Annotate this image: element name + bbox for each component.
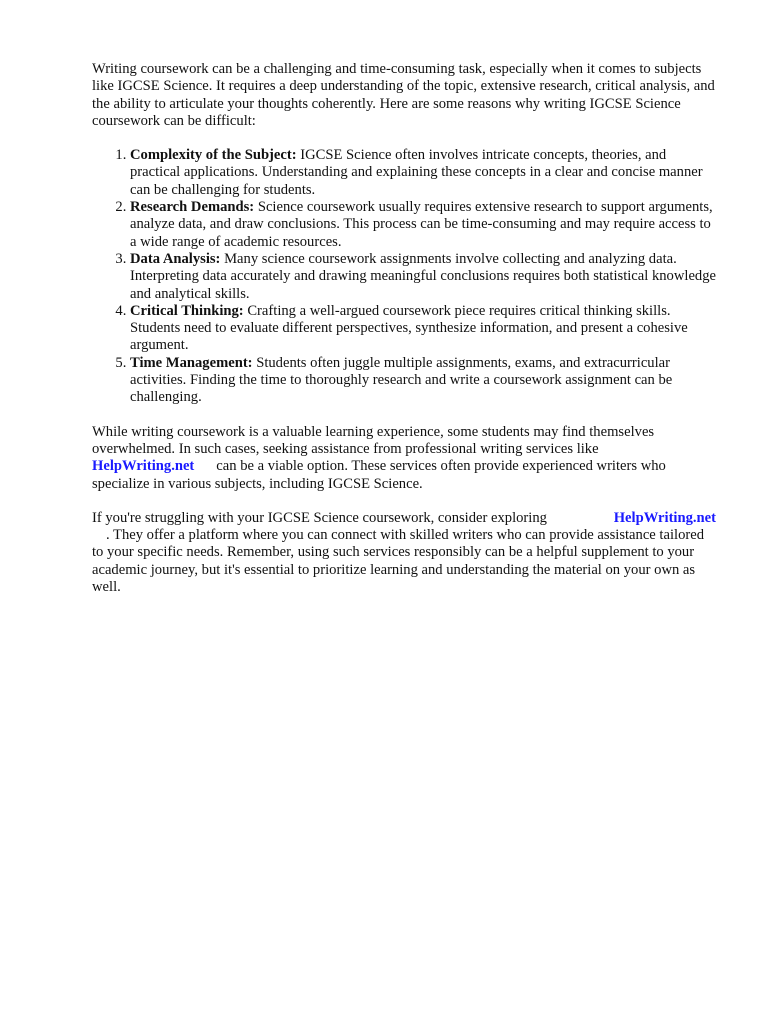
reason-term: Complexity of the Subject: xyxy=(130,147,297,164)
reason-term: Research Demands: xyxy=(130,199,255,216)
document-body xyxy=(92,61,716,596)
helpwriting-link[interactable]: HelpWriting.net xyxy=(92,458,195,475)
assistance-text-before: While writing coursework is a valuable learning experience, some students may find themselves overwhelmed. In such cases, seeking assistance from professional writing services like xyxy=(92,423,655,457)
recommendation-text-before: If you're struggling with your IGCSE Science coursework, consider exploring xyxy=(92,509,547,526)
list-item xyxy=(130,303,716,355)
list-item xyxy=(130,199,716,251)
list-item xyxy=(130,355,716,407)
reason-text: Students often juggle multiple assignments, exams, and extracurricular activities. Finding the time to thoroughly research and write a coursework assignment can be challenging. xyxy=(130,354,673,406)
list-item xyxy=(130,251,716,303)
assistance-text-after: can be a viable option. These services often provide experienced writers who specialize in various subjects, including IGCSE Science. xyxy=(92,458,666,492)
reason-term: Data Analysis: xyxy=(130,250,221,267)
reason-term: Time Management: xyxy=(130,354,253,371)
intro-paragraph: Writing coursework can be a challenging and time-consuming task, especially when it comes to subjects like IGCSE Science. It requires a deep understanding of the topic, extensive research, critical analysis, and the ability to articulate your thoughts coherently. Here are some reasons why writing IGCSE Science coursework can be difficult: xyxy=(92,61,715,129)
recommendation-paragraph xyxy=(92,510,716,596)
reasons-list xyxy=(92,147,716,406)
list-item xyxy=(130,147,716,199)
reason-text: IGCSE Science often involves intricate concepts, theories, and practical applications. Understanding and explaining these concepts in a clear and concise manner can be challenging for students. xyxy=(130,147,703,198)
reason-text: Science coursework usually requires extensive research to support arguments, analyze data, and draw conclusions. This process can be time-consuming and may require access to a wide range of academic resources. xyxy=(130,199,713,250)
recommendation-text-after: . They offer a platform where you can connect with skilled writers who can provide assistance tailored to your specific needs. Remember, using such services responsibly can be a helpful supplement to your academic journey, but it's essential to prioritize learning and understanding the material on your own as well. xyxy=(92,527,705,596)
reason-text: Crafting a well-argued coursework piece requires critical thinking skills. Students need to evaluate different perspectives, synthesize information, and present a cohesive argument. xyxy=(130,302,688,354)
assistance-paragraph xyxy=(92,424,716,493)
reason-text: Many science coursework assignments involve collecting and analyzing data. Interpreting data accurately and drawing meaningful conclusions requires both statistical knowledge and analytical skills. xyxy=(130,250,716,302)
reason-term: Critical Thinking: xyxy=(130,302,244,319)
helpwriting-link-2[interactable]: HelpWriting.net xyxy=(613,509,716,526)
